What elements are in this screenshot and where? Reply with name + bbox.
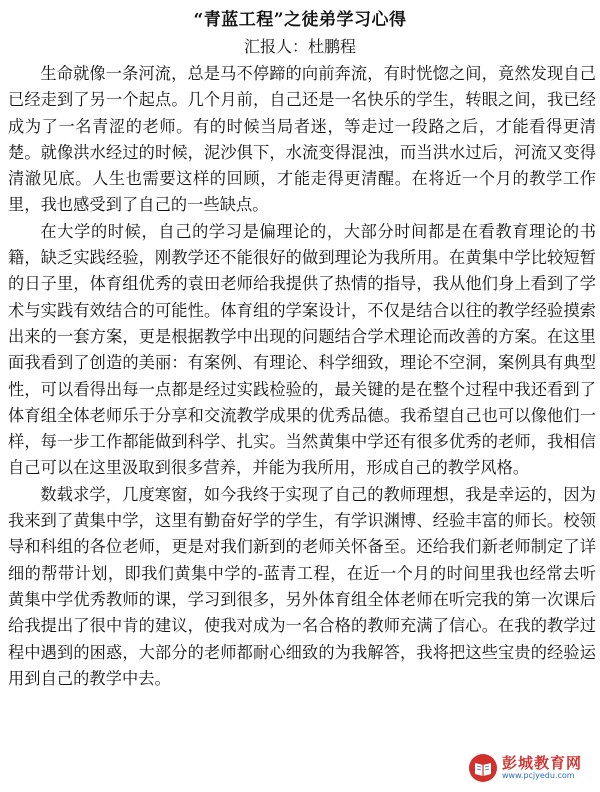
paragraph-2: 在大学的时候，自己的学习是偏理论的，大部分时间都是在看教育理论的书籍，缺乏实践经验，刚教学还不能很好的做到理论为我所用。在黄集中学比较短暂的日子里，体育组优秀的袁田老师给我提供了热情的指导，我从他们身上看到了学术与实践有效结合的可能性。体育组的学案设计，不仅是结合以往的教学经验摸索出来的一套方案，更是根据教学中出现的问题结合学术理论而改善的方案。在这里面我看到了创造的美丽：有案例、有理论、科学细致，理论不空洞，案例具有典型性，可以看得出每一点都是经过实践检验的，最关键的是在整个过程中我还看到了体育组全体老师乐于分享和交流教学成果的优秀品德。我希望自己也可以像他们一样，每一步工作都能做到科学、扎实。当然黄集中学还有很多优秀的老师，我相信自己可以在这里汲取到很多营养，并能为我所用，形成自己的教学风格。 — [8, 221, 596, 478]
paragraph-3: 数载求学，几度寒窗，如今我终于实现了自己的教师理想，我是幸运的，因为我来到了黄集中学，这里有勤奋好学的学生，有学识渊博、经验丰富的师长。校领导和科组的各位老师，更是对我们新到的老师关怀备至。还给我们新老师制定了详细的帮带计划，即我们黄集中学的-蓝青工程，在近一个月的时间里我也经常去听黄集中学优秀教师的课，学习到很多，另外体育组全体老师在听完我的第一次课后给我提出了很中肯的建议，使我对成为一名合格的教师充满了信心。在我的教学过程中遇到的困惑，大部分的老师都耐心细致的为我解答，我将把这些宝贵的经验运用到自己的教学中去。 — [8, 484, 596, 688]
reporter-line: 汇报人：杜鹏程 — [243, 37, 356, 56]
paragraph-1: 生命就像一条河流，总是马不停蹄的向前奔流，有时恍惚之间，竟然发现自己已经走到了另一个起点。几个月前，自己还是一名快乐的学生，转眼之间，我已经成为了一名青涩的老师。有的时候当局者迷，等走过一段路之后，才能看得更清楚。就像洪水经过的时候，泥沙俱下，水流变得混浊，而当洪水过后，河流又变得清澈见底。人生也需要这样的回顾，才能走得更清醒。在将近一个月的教学工作里，我也感受到了自己的一些缺点。 — [8, 64, 596, 215]
document-title: “青蓝工程”之徒弟学习心得 — [193, 10, 407, 30]
site-watermark — [464, 748, 592, 788]
watermark-site-name: 彭城教育网 — [502, 754, 583, 773]
document-body — [8, 61, 596, 692]
book-logo-icon — [468, 753, 498, 783]
watermark-url: www.pcjyedu.com — [502, 770, 575, 780]
